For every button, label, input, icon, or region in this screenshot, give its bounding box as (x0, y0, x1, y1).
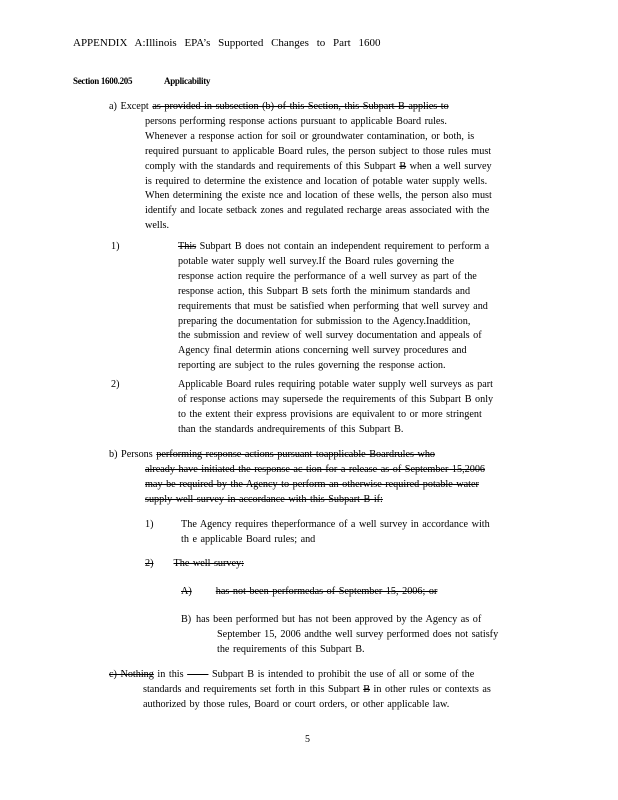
deleted-text: supply well survey in accordance with this Subpart B if: (145, 493, 383, 505)
section-title: Applicability (164, 76, 211, 86)
deleted-text (187, 669, 208, 680)
paragraph-a: a) Except as provided in subsection (b) of this Section, this Subpart B applies to persons performing response actions pursuant to applicable Board rules. Whenever a response action for soil or groundwater contamination, or both, is required pursuant to applicable Board rules, the person subject to those rules must comply with the standards and requirements of this Subpart B when a well survey is required to determine the existence and location of potable water supply wells. When determining the existe nce and location of these wells, the person also must identify and locate setback zones and regulated recharge areas associated with the wells. (109, 100, 539, 234)
paragraph-a-line-1: a) Except as provided in subsection (b) of this Section, this Subpart B applies to (109, 101, 449, 112)
deleted-text: has not been performedas of September 15, 2006; or (215, 586, 438, 597)
paragraph-b1: The Agency requires theperformance of a well survey in accordance with th e applicable Board rules; and (181, 519, 490, 545)
paragraph-a1: This Subpart B does not contain an independent requirement to perform a potable water supply well survey.If the Board rules governing the response action require the performance of a well survey as part of the response action, this Subpart B sets forth the minimum standards and requirements that must be satisfied when performing that well survey and preparing the documentation for submission to the Agency.Inaddition, the submission and review of well survey documentation and appeals of Agency final determin ations concerning well survey procedures and reporting are subject to the rules governing the response action. (178, 241, 490, 372)
deleted-text: as provided in subsection (b) of this Section, this Subpart B applies to (152, 101, 449, 112)
deleted-text: may be required by the Agency to perform an otherwise required potable water (145, 478, 479, 490)
deleted-text: c) Nothing (109, 669, 154, 680)
paragraph-b2 (145, 557, 244, 572)
paragraph-b2b: has been performed but has not been approved by the Agency as of September 15, 2006 andthe well survey performed does not satisfy the requirements of this Subpart B. (196, 614, 499, 655)
paragraph-b1-label: 1) (145, 519, 154, 530)
paragraph-a2-label: 2) (111, 379, 120, 390)
deleted-text: The well survey: (173, 558, 244, 569)
deleted-text: 2) (145, 558, 154, 569)
paragraph-a2: Applicable Board rules requiring potable water supply well surveys as part of response actions may supersede the requirements of this Subpart B only to the extent their express provisions are equivalent to or more stringent than the standards andrequirements of this Subpart B. (178, 379, 494, 435)
deleted-text: B (399, 160, 407, 172)
deleted-text: This (178, 241, 197, 252)
paragraph-b2a (181, 585, 437, 600)
deleted-text: already have initiated the response ac tion for a release as of September 15,2006 (145, 463, 486, 475)
paragraph-a-label: a) (109, 101, 117, 112)
section-number: Section 1600.205 (73, 76, 133, 86)
page-header: APPENDIX A:Illinois EPA’s Supported Changes to Part 1600 (73, 37, 381, 49)
deleted-text: performing response actions pursuant toapplicable Boardrules who (156, 449, 436, 460)
paragraph-b2b-label: B) (181, 614, 192, 625)
paragraph-c: c) Nothing in this Subpart B is intended to prohibit the use of all or some of the standards and requirements set forth in this Subpart B in other rules or contexts as authorized by those rules, Board or court orders, or other applicable law. (109, 669, 491, 710)
deleted-text: B (363, 683, 370, 695)
paragraph-a1-label: 1) (111, 241, 120, 252)
deleted-text: A) (181, 586, 192, 597)
paragraph-b: b) Persons performing response actions pursuant toapplicable Boardrules who already have initiated the response ac tion for a release as of September 15,2006 may be required by the Agency to perform an otherwise required potable water supply well survey in accordance with this Subpart B if: (109, 448, 539, 508)
page-number: 5 (305, 734, 310, 745)
paragraph-b-label: b) (109, 449, 118, 460)
